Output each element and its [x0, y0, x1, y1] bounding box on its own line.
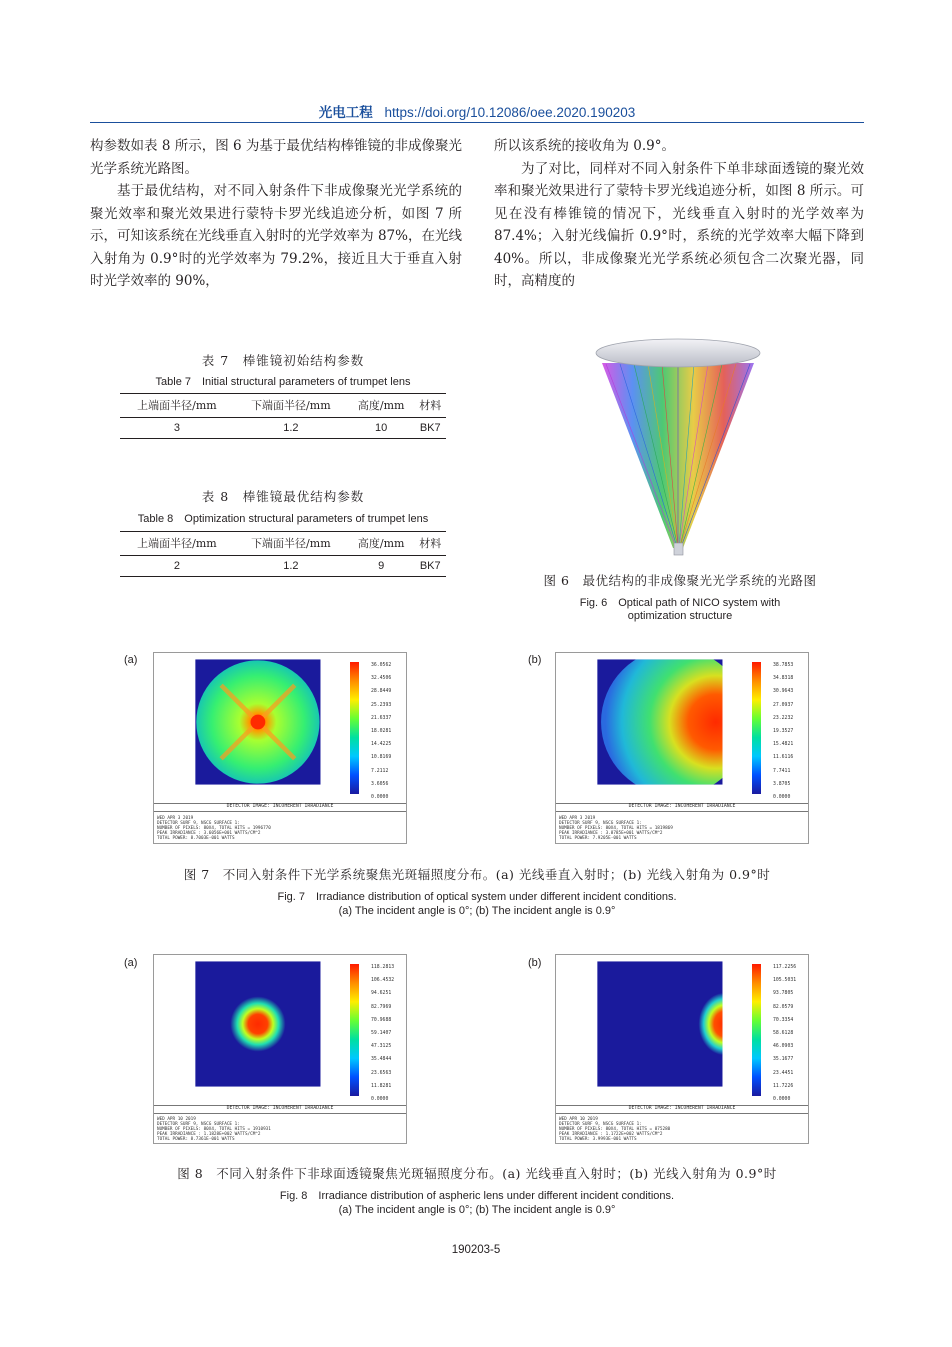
- fig8-caption-cn: 图 8 不同入射条件下非球面透镜聚焦光斑辐照度分布。(a) 光线垂直入射时；(b) 光线入射角为 0.9°时: [177, 1166, 777, 1181]
- table7: [120, 393, 446, 439]
- table8-caption-cn: 表 8 棒锥镜最优结构参数: [201, 489, 365, 504]
- fig7b-detector-title: DETECTOR IMAGE: INCOHERENT IRRADIANCE: [628, 804, 736, 809]
- divider: [154, 811, 406, 812]
- fig8-label-b: (b): [528, 957, 542, 969]
- table-cell: 2: [120, 556, 234, 577]
- fig7a-detector-title: DETECTOR IMAGE: INCOHERENT IRRADIANCE: [226, 804, 334, 809]
- table8: [120, 531, 446, 577]
- paragraph: 为了对比，同样对不同入射条件下单非球面透镜的聚光效率和聚光效果进行了蒙特卡罗光线追迹分析，如图 8 所示。可见在没有棒锥镜的情况下，光线垂直入射时的光学效率为 87.4%；入射光线偏折 0.9°时，系统的光学效率大幅下降到 40%。所以，非成像聚光光学系统必须包含二次聚光器，同时，高精度的: [494, 160, 864, 289]
- fig8b-color-scale: [752, 964, 761, 1096]
- fig8b-scale-values: 117.2256 105.5031 93.7805 82.0579 70.3354 58.6128 46.0903 35.1677 23.4451 11.7226 0.0000: [773, 965, 797, 1103]
- fig8-caption-en-line1: Fig. 8 Irradiance distribution of aspheric lens under different incident conditions.: [279, 1190, 675, 1202]
- fig7a-scale-values: 36.0562 32.4506 28.8449 25.2393 21.6337 18.0281 14.4225 10.8169 7.2112 3.6056 0.0000: [371, 663, 392, 801]
- fig6-caption-en-line2: optimization structure: [627, 610, 733, 622]
- fig7a-irradiance-map: [154, 653, 406, 791]
- fig7b-detector-info: WED APR 3 2019 DETECTOR SURF 9, NSCG SURFACE 1: NUMBER OF PIXELS: 80X4, TOTAL HITS = 1819869 PEAK IRRADIANCE : 3.8785E+001 WATTS/CM^2 TOTAL POWER: 7.9205E-001 WATTS: [559, 816, 673, 841]
- fig6-caption-en-line1: Fig. 6 Optical path of NICO system with: [579, 597, 781, 609]
- table-header-cell: 高度/mm: [348, 532, 415, 556]
- table-cell: 9: [348, 556, 415, 577]
- fig7-label-a: (a): [124, 654, 138, 666]
- fig7-caption-en-line1: Fig. 7 Irradiance distribution of optical system under different incident conditions.: [277, 891, 677, 903]
- fig7-caption-cn: 图 7 不同入射条件下光学系统聚焦光斑辐照度分布。(a) 光线垂直入射时；(b) 光线入射角为 0.9°时: [183, 867, 771, 882]
- table-header-cell: 下端面半径/mm: [234, 532, 348, 556]
- fig7-panel-a: [153, 652, 407, 844]
- page-number: 190203-5: [451, 1244, 501, 1256]
- fig7-label-b: (b): [528, 654, 542, 666]
- table-cell: 10: [348, 418, 415, 439]
- fig8b-detector-info: WED APR 10 2019 DETECTOR SURF 9, NSCG SURFACE 1: NUMBER OF PIXELS: 80X4, TOTAL HITS = 875280 PEAK IRRADIANCE : 1.1722E+002 WATTS/CM^2 TOTAL POWER: 3.9993E-001 WATTS: [559, 1117, 671, 1142]
- fig6-ray-path-image: [592, 333, 764, 561]
- right-text-column: [494, 135, 864, 293]
- table7-caption-cn: 表 7 棒锥镜初始结构参数: [201, 353, 365, 368]
- table-row: [120, 556, 446, 577]
- fig7-caption-en-line2: (a) The incident angle is 0°; (b) The incident angle is 0.9°: [338, 905, 616, 917]
- fig8a-detector-info: WED APR 10 2019 DETECTOR SURF 9, NSCG SURFACE 1: NUMBER OF PIXELS: 80X4, TOTAL HITS = 1910931 PEAK IRRADIANCE : 1.1828E+002 WATTS/CM^2 TOTAL POWER: 8.7361E-001 WATTS: [157, 1117, 271, 1142]
- journal-name: 光电工程: [318, 105, 373, 120]
- table-cell: 1.2: [234, 418, 348, 439]
- table-header-cell: 下端面半径/mm: [234, 394, 348, 418]
- fig7a-color-scale: [350, 662, 359, 794]
- divider: [556, 1113, 808, 1114]
- divider: [556, 811, 808, 812]
- fig8-caption-en-line2: (a) The incident angle is 0°; (b) The incident angle is 0.9°: [338, 1204, 616, 1216]
- table-cell: 1.2: [234, 556, 348, 577]
- table-cell: BK7: [414, 418, 446, 439]
- table8-caption-en: Table 8 Optimization structural parameters of trumpet lens: [137, 513, 429, 525]
- fig8-label-a: (a): [124, 957, 138, 969]
- doi-link[interactable]: https://doi.org/10.12086/oee.2020.190203: [384, 105, 636, 120]
- fig8-panel-b: [555, 954, 809, 1144]
- fig8b-irradiance-map: [556, 955, 808, 1093]
- table-header-cell: 材料: [414, 532, 446, 556]
- fig8a-color-scale: [350, 964, 359, 1096]
- divider: [154, 1113, 406, 1114]
- table-header-cell: 上端面半径/mm: [120, 394, 234, 418]
- fig6-caption-cn: 图 6 最优结构的非成像聚光光学系统的光路图: [543, 573, 817, 588]
- fig8a-detector-title: DETECTOR IMAGE: INCOHERENT IRRADIANCE: [226, 1106, 334, 1111]
- fig8-panel-a: [153, 954, 407, 1144]
- fig7b-irradiance-map: [556, 653, 808, 791]
- table7-caption-en: Table 7 Initial structural parameters of trumpet lens: [155, 376, 411, 388]
- table-header-row: [120, 394, 446, 418]
- table-header-row: [120, 532, 446, 556]
- fig7a-detector-info: WED APR 3 2019 DETECTOR SURF 9, NSCG SURFACE 1: NUMBER OF PIXELS: 80X4, TOTAL HITS = 1996770 PEAK IRRADIANCE : 3.6056E+001 WATTS/CM^2 TOTAL POWER: 8.7003E-001 WATTS: [157, 816, 271, 841]
- paragraph: 所以该系统的接收角为 0.9°。: [494, 138, 676, 154]
- table-header-cell: 高度/mm: [348, 394, 415, 418]
- table-header-cell: 上端面半径/mm: [120, 532, 234, 556]
- table-cell: 3: [120, 418, 234, 439]
- fig7b-color-scale: [752, 662, 761, 794]
- paragraph: 基于最优结构，对不同入射条件下非成像聚光光学系统的聚光效率和聚光效果进行蒙特卡罗光线追迹分析，如图 7 所示，可知该系统在光线垂直入射时的光学效率为 87%，在光线入射角为 0.9°时的光学效率为 79.2%，接近且大于垂直入射时光学效率的 90%，: [90, 183, 462, 289]
- header-rule: [90, 122, 864, 123]
- table-header-cell: 材料: [414, 394, 446, 418]
- fig7-panel-b: [555, 652, 809, 844]
- running-header: [90, 101, 864, 121]
- fig8a-scale-values: 118.2813 106.4532 94.6251 82.7969 70.9688 59.1407 47.3125 35.4844 23.6563 11.8281 0.0000: [371, 965, 395, 1103]
- table-cell: BK7: [414, 556, 446, 577]
- paragraph: 构参数如表 8 所示，图 6 为基于最优结构棒锥镜的非成像聚光光学系统光路图。: [90, 138, 462, 177]
- left-text-column: [90, 135, 462, 293]
- fig8b-detector-title: DETECTOR IMAGE: INCOHERENT IRRADIANCE: [628, 1106, 736, 1111]
- fig7b-scale-values: 38.7853 34.8318 30.9643 27.0937 23.2232 19.3527 15.4821 11.6116 7.7411 3.8705 0.0000: [773, 663, 794, 801]
- table-row: [120, 418, 446, 439]
- fig8a-irradiance-map: [154, 955, 406, 1093]
